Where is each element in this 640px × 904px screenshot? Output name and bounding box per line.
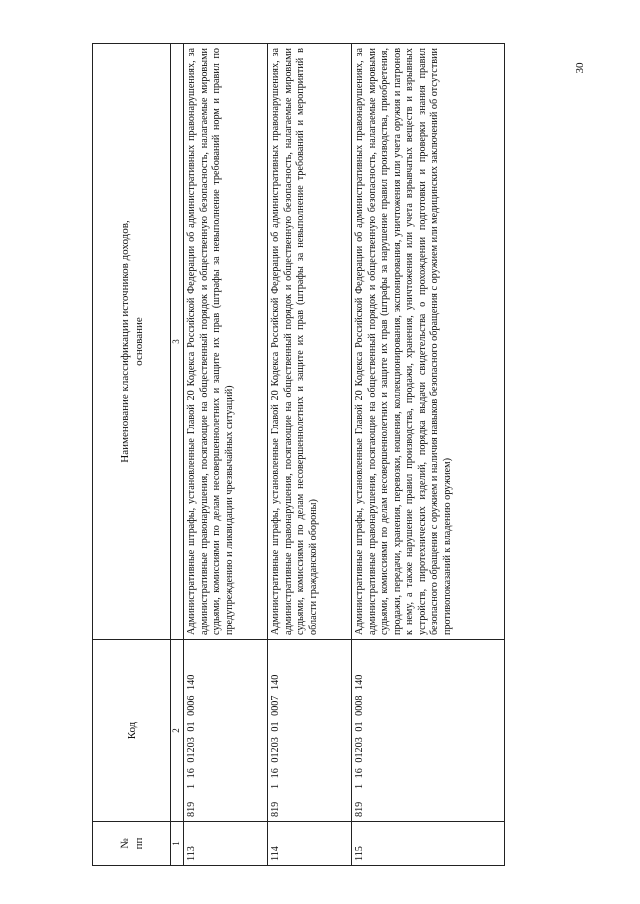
column-index-2: 2: [171, 640, 184, 822]
header-code: Код: [93, 640, 171, 822]
header-name: Наименование классификации источников доходов, основание: [93, 44, 171, 640]
row-admin-code: 819: [186, 801, 197, 817]
row-description: Административные штрафы, установленные Главой 20 Кодекса Российской Федерации об административных правонарушениях, за административные правонарушения, посягающие на общественный порядок и общественную безопасность, налагаемые мировыми судьями, комиссиями по делам несовершеннолетних и защите их прав (штрафы за невыполнение требований и мероприятий в области гражданской обороны): [268, 44, 352, 640]
row-revenue-code: 1 16 01203 01 0006 140: [186, 674, 197, 789]
row-admin-code: 819: [354, 801, 365, 817]
row-admin-code: 819: [270, 801, 281, 817]
row-description: Административные штрафы, установленные Главой 20 Кодекса Российской Федерации об административных правонарушениях, за административные правонарушения, посягающие на общественный порядок и общественную безопасность, налагаемые мировыми судьями, комиссиями по делам несовершеннолетних и защите их прав (штрафы за нарушение правил производства, приобретения, продажи, передачи, хранения, перевозки, ношения, коллекционирования, экспонирования, уничтожения или учета оружия и патронов к нему, а также нарушение правил производства, продажи, хранения, уничтожения или учета взрывчатых веществ и взрывных устройств, пиротехнических изделий, порядка выдачи свидетельства о прохождении подготовки и проверки знания правил безопасного обращения с оружием и наличия навыков безопасного обращения с оружием или медицинских заключений об отсутствии противопоказаний к владению оружием): [352, 44, 505, 640]
row-code: [184, 640, 268, 822]
column-index-3: 3: [171, 44, 184, 640]
column-index-row: [171, 44, 184, 866]
table-header-row: [93, 44, 171, 866]
row-number: 113: [184, 822, 268, 866]
row-code: [268, 640, 352, 822]
table-row: [268, 44, 352, 866]
row-revenue-code: 1 16 01203 01 0008 140: [354, 674, 365, 789]
row-description: Административные штрафы, установленные Главой 20 Кодекса Российской Федерации об административных правонарушениях, за административные правонарушения, посягающие на общественный порядок и общественную безопасность, налагаемые мировыми судьями, комиссиями по делам несовершеннолетних и защите их прав (штрафы за невыполнение требований норм и правил по предупреждению и ликвидации чрезвычайных ситуаций): [184, 44, 268, 640]
row-revenue-code: 1 16 01203 01 0007 140: [270, 674, 281, 789]
revenue-classification-table: [92, 43, 505, 866]
table-row: [184, 44, 268, 866]
header-number: № пп: [93, 822, 171, 866]
table-row: [352, 44, 505, 866]
rotated-table-container: [92, 44, 504, 866]
column-index-1: 1: [171, 822, 184, 866]
row-number: 114: [268, 822, 352, 866]
row-number: 115: [352, 822, 505, 866]
page-number: 30: [574, 62, 586, 74]
row-code: [352, 640, 505, 822]
